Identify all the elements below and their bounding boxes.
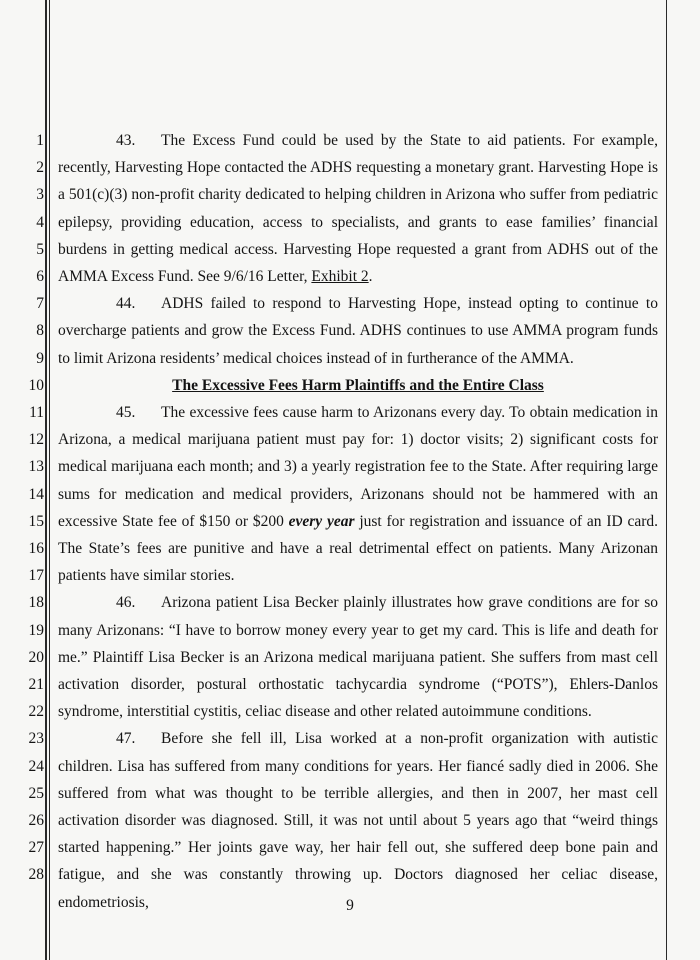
document-body (58, 127, 658, 916)
line-number: 10 (28, 376, 44, 394)
paragraph-45: 45. The excessive fees cause harm to Arizonans every day. To obtain medication in Arizona, a medical marijuana patient must pay for: 1) doctor visits; 2) significant costs for medical marijuana each month; and 3) a yearly registration fee to the State. After requiring large sums for medication and medical providers, Arizonans should not be hammered with an excessive State fee of $150 or $200 every year just for registration and issuance of an ID card. The State’s fees are punitive and have a real detrimental effect on patients. Many Arizonan patients have similar stories. (58, 399, 658, 589)
line-number: 12 (28, 431, 44, 449)
line-number: 27 (28, 839, 44, 857)
line-number: 20 (28, 648, 44, 666)
line-number: 21 (28, 676, 44, 693)
left-margin-rule (45, 0, 47, 960)
left-margin-rule-inner (49, 0, 50, 960)
line-number: 15 (28, 512, 44, 530)
line-number: 16 (28, 540, 44, 557)
line-number: 7 (36, 295, 44, 313)
line-number: 11 (29, 404, 44, 421)
line-number: 28 (28, 866, 44, 884)
line-number: 1 (36, 132, 44, 149)
paragraph-number: 46. (116, 594, 136, 612)
line-number: 4 (36, 213, 44, 231)
paragraph-number: 43. (116, 132, 136, 149)
line-number: 3 (36, 186, 44, 204)
line-number: 2 (36, 159, 44, 177)
paragraph-43: 43. The Excess Fund could be used by the State to aid patients. For example, recently, Harvesting Hope contacted the ADHS requesting a monetary grant. Harvesting Hope is a 501(c)(3) non-profit charity dedicated to helping children in Arizona who suffer from pediatric epilepsy, providing education, access to specialists, and grants to ease families’ financial burdens in getting medical access. Harvesting Hope requested a grant from ADHS out of the AMMA Excess Fund. See 9/6/16 Letter, Exhibit 2. (58, 127, 658, 290)
paragraph-number: 44. (116, 295, 136, 313)
line-number: 14 (28, 485, 44, 503)
emphasis-text: every year (288, 512, 355, 530)
line-number: 8 (36, 322, 44, 340)
line-number: 26 (28, 812, 44, 829)
line-number: 18 (28, 594, 44, 612)
paragraph-number: 47. (116, 730, 136, 748)
line-number: 9 (36, 349, 44, 367)
line-number: 19 (28, 621, 44, 639)
page-number: 9 (346, 897, 354, 914)
paragraph-44: 44. ADHS failed to respond to Harvesting Hope, instead opting to continue to overcharge patients and grow the Excess Fund. ADHS continues to use AMMA program funds to limit Arizona residents’ medical choices instead of in furtherance of the AMMA. (58, 290, 658, 372)
exhibit-link[interactable]: Exhibit 2 (311, 268, 369, 286)
paragraph-47: 47. Before she fell ill, Lisa worked at a non-profit organization with autistic children. Lisa has suffered from many conditions for years. Her fiancé sadly died in 2006. She suffered from what was thought to be terrible allergies, and then in 2007, her mast cell activation disorder was diagnosed. Still, it was not until about 5 years ago that “weird things started happening.” Her joints gave way, her hair fell out, she suffered deep bone pain and fatigue, and she was constantly throwing up. Doctors diagnosed her celiac disease, endometriosis, (58, 725, 658, 915)
line-number: 24 (28, 757, 44, 775)
line-number: 5 (36, 240, 44, 258)
line-number: 25 (28, 784, 44, 802)
line-number: 13 (28, 458, 44, 476)
line-number: 17 (28, 567, 44, 585)
line-number: 6 (36, 268, 44, 285)
line-number: 23 (28, 730, 44, 748)
section-heading: The Excessive Fees Harm Plaintiffs and the Entire Class (172, 376, 544, 394)
paragraph-number: 45. (116, 404, 136, 422)
paragraph-46: 46. Arizona patient Lisa Becker plainly illustrates how grave conditions are for so many Arizonans: “I have to borrow money every year to get my card. This is life and death for me.” Plaintiff Lisa Becker is an Arizona medical marijuana patient. She suffers from mast cell activation disorder, postural orthostatic tachycardia syndrome (“POTS”), Ehlers-Danlos syndrome, interstitial cystitis, celiac disease and other related autoimmune conditions. (58, 589, 658, 725)
line-number: 22 (28, 703, 44, 721)
right-margin-rule (666, 0, 667, 960)
